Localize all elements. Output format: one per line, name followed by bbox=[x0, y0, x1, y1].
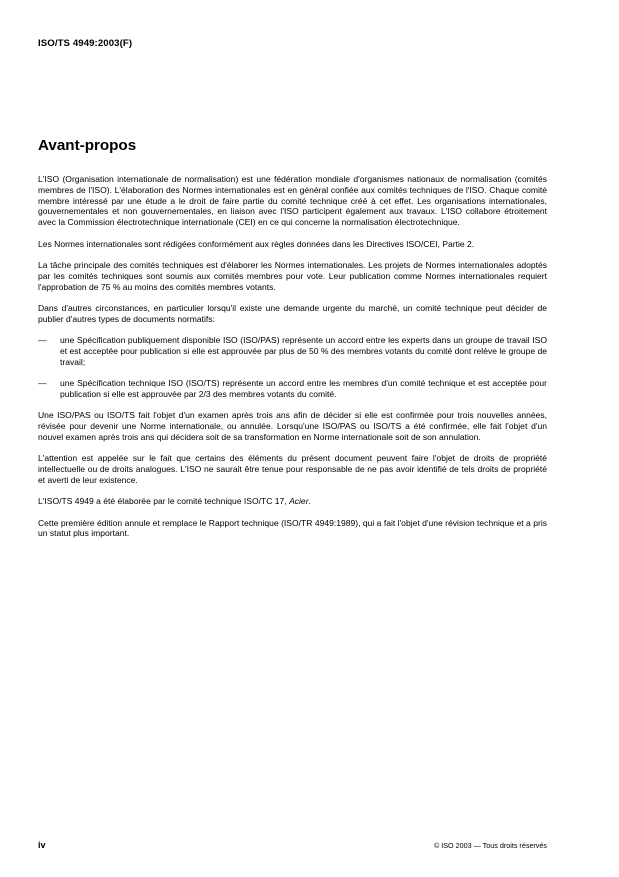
paragraph-other-circumstances: Dans d'autres circonstances, en particulier lorsqu'il existe une demande urgente du marché, un comité technique peut décider de publier d'autres types de documents normatifs: bbox=[38, 302, 547, 324]
section-title: Avant-propos bbox=[38, 137, 137, 154]
committee-text: L'ISO/TS 4949 a été élaborée par le comité technique ISO/TC 17, bbox=[38, 496, 290, 507]
document-types-list bbox=[38, 335, 547, 400]
page-number: iv bbox=[38, 840, 46, 850]
document-id-header: ISO/TS 4949:2003(F) bbox=[38, 38, 133, 49]
paragraph-iso-intro: L'ISO (Organisation internationale de normalisation) est une fédération mondiale d'organismes nationaux de normalisation (comités membres de l'ISO). L'élaboration des Normes internationales est en général confiée aux comités techniques de l'ISO. Chaque comité membre intéressé par une étude a le droit de faire partie du comité technique créé à cet effet. Les organisations internationales, gouvernementales et non gouvernementales, en liaison avec l'ISO participent également aux travaux. L'ISO collabore étroitement avec la Commission électrotechnique internationale (CEI) en ce qui concerne la normalisation électrotechnique. bbox=[38, 174, 547, 228]
paragraph-patent-rights: L'attention est appelée sur le fait que certains des éléments du présent document peuvent faire l'objet de droits de propriété intellectuelle ou de droits analogues. L'ISO ne saurait être tenue pour responsable de ne pas avoir identifié de tels droits de propriété et averti de leur existence. bbox=[38, 453, 547, 485]
copyright-notice: © ISO 2003 — Tous droits réservés bbox=[433, 841, 547, 850]
list-item-text: une Spécification technique ISO (ISO/TS) représente un accord entre les membres d'un comité technique et est acceptée pour publication si elle est approuvée par 2/3 des membres votants du comité. bbox=[60, 378, 547, 399]
committee-period: . bbox=[308, 496, 311, 507]
paragraph-edition: Cette première édition annule et remplace le Rapport technique (ISO/TR 4949:1989), qui a fait l'objet d'une révision technique et a pris un statut plus important. bbox=[38, 517, 547, 539]
committee-name: Acier bbox=[289, 496, 309, 507]
list-item-text: une Spécification publiquement disponible ISO (ISO/PAS) représente un accord entre les experts dans un groupe de travail ISO et est acceptée pour publication si elle est approuvée par plus de 50 % des membres votants du comité dont relève le groupe de travail; bbox=[60, 335, 547, 367]
paragraph-main-task: La tâche principale des comités techniques est d'élaborer les Normes internationales. Les projets de Normes internationales adoptés par les comités techniques sont soumis aux comités membres pour vote. Leur publication comme Normes internationales requiert l'approbation de 75 % au moins des comités membres votants. bbox=[38, 259, 547, 292]
dash-bullet: — bbox=[38, 378, 47, 389]
dash-bullet: — bbox=[38, 335, 47, 346]
foreword-body bbox=[38, 174, 547, 550]
paragraph-committee bbox=[38, 496, 547, 507]
list-item bbox=[38, 378, 547, 400]
paragraph-directives: Les Normes internationales sont rédigées conformément aux règles données dans les Directives ISO/CEI, Partie 2. bbox=[38, 238, 475, 249]
list-item bbox=[38, 335, 547, 367]
paragraph-review: Une ISO/PAS ou ISO/TS fait l'objet d'un examen après trois ans afin de décider si elle est confirmée pour trois nouvelles années, révisée pour devenir une Norme internationale, ou annulée. Lorsqu'une ISO/PAS ou ISO/TS a été confirmée, elle fait l'objet d'un nouvel examen après trois ans qui décidera soit de sa transformation en Norme internationale soit de son annulation. bbox=[38, 410, 547, 442]
